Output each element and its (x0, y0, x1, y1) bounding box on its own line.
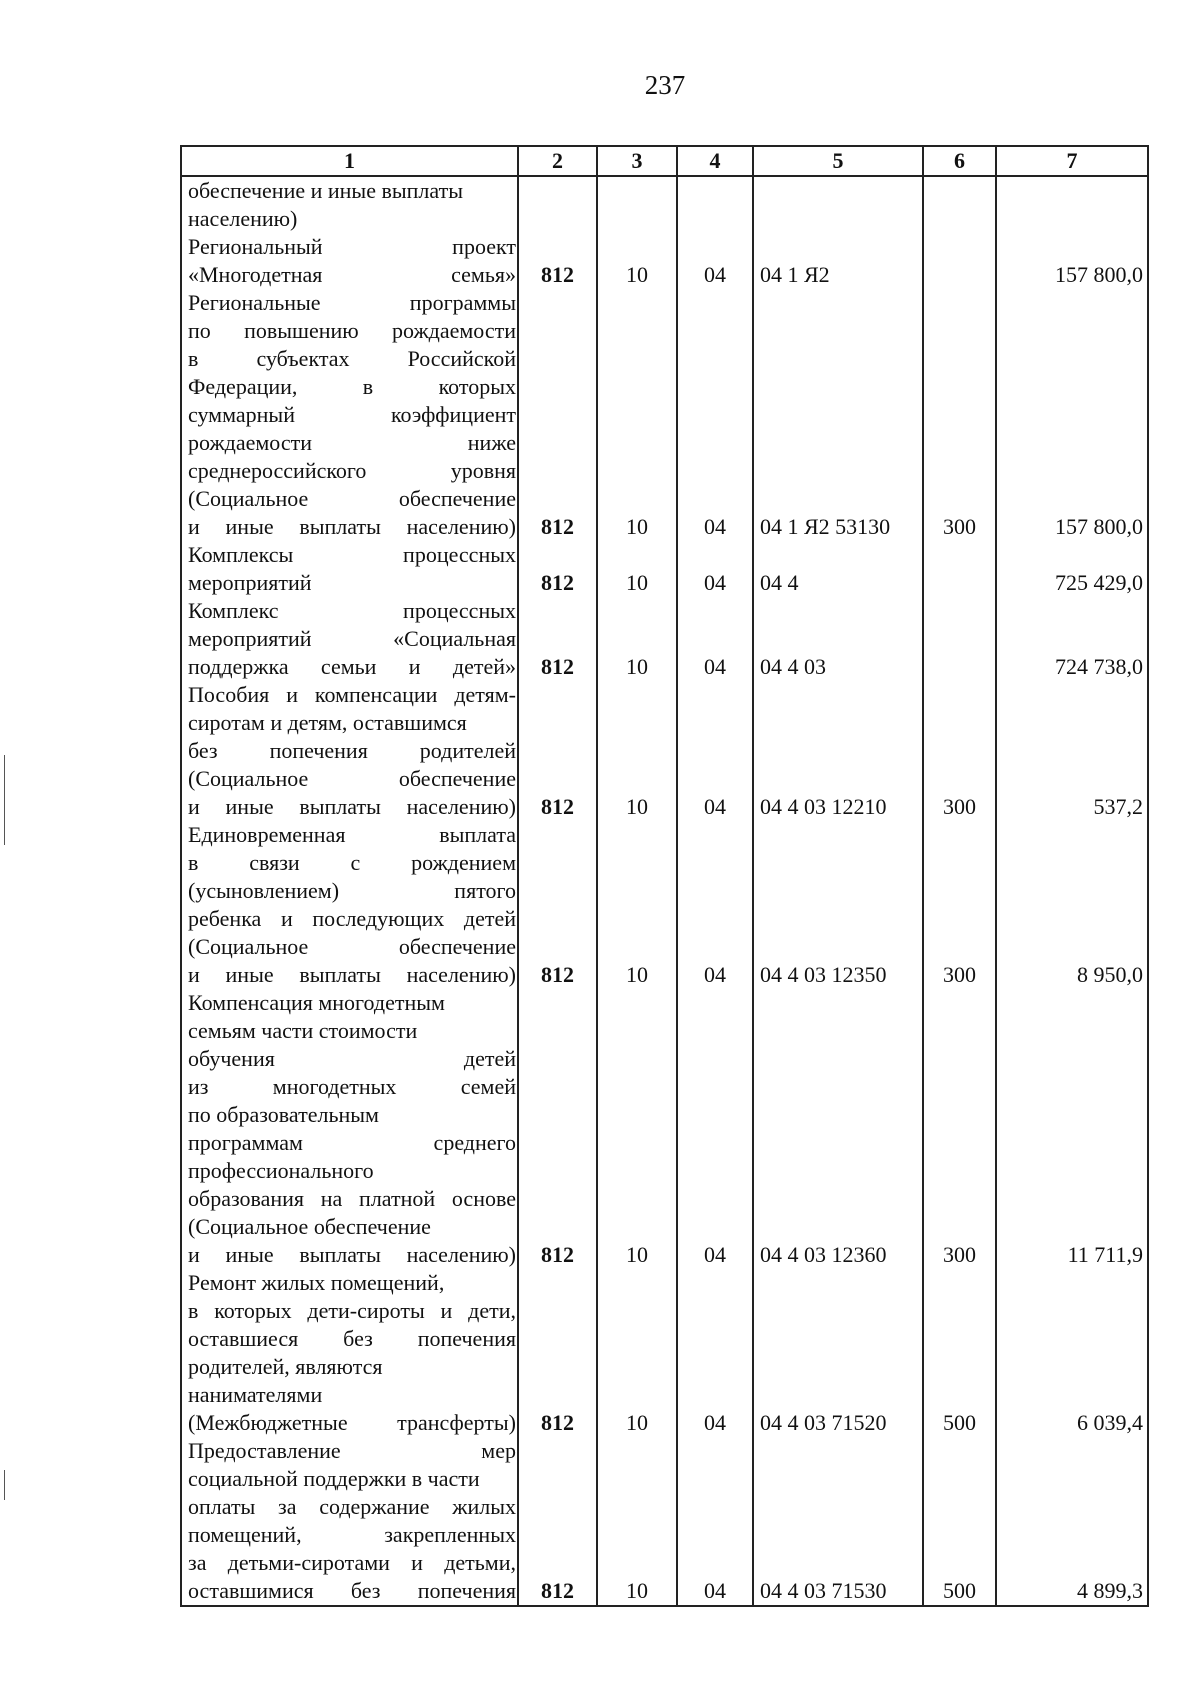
scan-margin-line (4, 1470, 5, 1500)
cell-value: 10 (626, 514, 648, 539)
table-row (182, 541, 1147, 597)
row-description (182, 177, 517, 233)
cell-value: 04 1 Я2 53130 (760, 514, 891, 539)
description-line: мероприятий (188, 570, 312, 595)
description-line: в которых дети-сироты и дети, (188, 1298, 516, 1323)
cell-target-article (752, 597, 922, 681)
cell-subsection (676, 233, 752, 289)
description-line: Региональные программы (188, 290, 516, 315)
cell-value: 11 711,9 (1067, 1242, 1143, 1267)
cell-value: 10 (626, 1242, 648, 1267)
cell-expense-type (922, 821, 995, 989)
cell-subsection (676, 177, 752, 233)
cell-target-article (752, 1437, 922, 1605)
cell-value: 812 (541, 262, 574, 287)
cell-value: 04 (704, 1242, 726, 1267)
description-line: профессионального (188, 1158, 374, 1183)
cell-value: 812 (541, 570, 574, 595)
table-row (182, 1437, 1147, 1605)
cell-value: 04 (704, 570, 726, 595)
cell-subsection (676, 989, 752, 1269)
budget-table (180, 145, 1149, 1607)
row-description (182, 681, 517, 821)
cell-value: 10 (626, 962, 648, 987)
cell-value: 04 (704, 794, 726, 819)
cell-value: 725 429,0 (1055, 570, 1143, 595)
cell-section (596, 233, 676, 289)
description-line: среднероссийского уровня (188, 458, 516, 483)
cell-gov-code (517, 233, 596, 289)
cell-value: 4 899,3 (1077, 1578, 1143, 1603)
cell-value: 04 1 Я2 (760, 262, 830, 287)
cell-amount (995, 177, 1147, 233)
cell-value: 6 039,4 (1077, 1410, 1143, 1435)
description-line: и иные выплаты населению) (188, 514, 516, 539)
description-line: «Многодетная семья» (188, 262, 516, 287)
col-header-5: 5 (752, 147, 922, 175)
cell-subsection (676, 597, 752, 681)
cell-expense-type (922, 681, 995, 821)
cell-value: 04 4 (760, 570, 799, 595)
cell-value: 812 (541, 654, 574, 679)
description-line: Комплекс процессных (188, 598, 516, 623)
cell-amount (995, 681, 1147, 821)
scan-margin-line (4, 755, 5, 845)
table-row (182, 233, 1147, 289)
page-number: 237 (644, 70, 686, 100)
col-header-3: 3 (596, 147, 676, 175)
cell-target-article (752, 289, 922, 541)
description-line: сиротам и детям, оставшимся (188, 710, 467, 735)
table-row (182, 821, 1147, 989)
description-line: и иные выплаты населению) (188, 962, 516, 987)
cell-expense-type (922, 597, 995, 681)
description-line: по образовательным (188, 1102, 379, 1127)
cell-value: 04 4 03 71520 (760, 1410, 887, 1435)
cell-section (596, 1437, 676, 1605)
description-line: по повышению рождаемости (188, 318, 516, 343)
table-row (182, 681, 1147, 821)
cell-value: 300 (943, 794, 976, 819)
cell-value: 724 738,0 (1055, 654, 1143, 679)
description-line: оставшимися без попечения (188, 1578, 516, 1603)
description-line: оставшиеся без попечения (188, 1326, 516, 1351)
cell-section (596, 681, 676, 821)
description-line: Федерации, в которых (188, 374, 516, 399)
cell-value: 10 (626, 262, 648, 287)
description-line: Предоставление мер (188, 1438, 516, 1463)
cell-value: 04 4 03 12210 (760, 794, 887, 819)
cell-value: 8 950,0 (1077, 962, 1143, 987)
cell-amount (995, 989, 1147, 1269)
cell-target-article (752, 681, 922, 821)
row-description (182, 541, 517, 597)
cell-section (596, 1269, 676, 1437)
cell-target-article (752, 821, 922, 989)
description-line: обеспечение и иные выплаты (188, 178, 463, 203)
description-line: социальной поддержки в части (188, 1466, 480, 1491)
cell-section (596, 989, 676, 1269)
table-row (182, 989, 1147, 1269)
cell-value: 10 (626, 1578, 648, 1603)
description-line: суммарный коэффициент (188, 402, 516, 427)
cell-section (596, 541, 676, 597)
cell-value: 04 (704, 514, 726, 539)
description-line: программам среднего (188, 1130, 516, 1155)
description-line: (Социальное обеспечение (188, 934, 516, 959)
cell-value: 04 (704, 654, 726, 679)
description-line: ребенка и последующих детей (188, 906, 516, 931)
cell-value: 812 (541, 1578, 574, 1603)
description-line: в связи с рождением (188, 850, 516, 875)
cell-expense-type (922, 541, 995, 597)
cell-expense-type (922, 1437, 995, 1605)
cell-gov-code (517, 177, 596, 233)
cell-value: 300 (943, 962, 976, 987)
cell-amount (995, 1269, 1147, 1437)
cell-gov-code (517, 289, 596, 541)
description-line: (усыновлением) пятого (188, 878, 516, 903)
description-line: образования на платной основе (188, 1186, 516, 1211)
description-line: населению) (188, 206, 298, 231)
cell-subsection (676, 1437, 752, 1605)
description-line: Пособия и компенсации детям- (188, 682, 516, 707)
cell-amount (995, 821, 1147, 989)
cell-target-article (752, 233, 922, 289)
cell-expense-type (922, 289, 995, 541)
cell-gov-code (517, 681, 596, 821)
table-row (182, 177, 1147, 233)
description-line: Региональный проект (188, 234, 516, 259)
description-line: обучения детей (188, 1046, 516, 1071)
description-line: из многодетных семей (188, 1074, 516, 1099)
cell-value: 04 4 03 (760, 654, 826, 679)
description-line: (Социальное обеспечение (188, 486, 516, 511)
cell-amount (995, 541, 1147, 597)
cell-gov-code (517, 541, 596, 597)
description-line: родителей, являются (188, 1354, 383, 1379)
row-description (182, 989, 517, 1269)
cell-target-article (752, 177, 922, 233)
cell-section (596, 289, 676, 541)
description-line: за детьми-сиротами и детьми, (188, 1550, 516, 1575)
cell-subsection (676, 541, 752, 597)
cell-value: 04 4 03 12350 (760, 962, 887, 987)
description-line: Ремонт жилых помещений, (188, 1270, 445, 1295)
table-row (182, 597, 1147, 681)
description-line: и иные выплаты населению) (188, 794, 516, 819)
description-line: рождаемости ниже (188, 430, 516, 455)
cell-value: 812 (541, 1242, 574, 1267)
cell-value: 812 (541, 1410, 574, 1435)
cell-section (596, 821, 676, 989)
description-line: Единовременная выплата (188, 822, 516, 847)
cell-gov-code (517, 597, 596, 681)
cell-section (596, 177, 676, 233)
cell-section (596, 597, 676, 681)
row-description (182, 597, 517, 681)
description-line: поддержка семьи и детей» (188, 654, 516, 679)
cell-target-article (752, 541, 922, 597)
description-line: нанимателями (188, 1382, 323, 1407)
cell-value: 812 (541, 962, 574, 987)
cell-value: 812 (541, 794, 574, 819)
cell-value: 04 (704, 962, 726, 987)
cell-amount (995, 1437, 1147, 1605)
cell-expense-type (922, 1269, 995, 1437)
description-line: без попечения родителей (188, 738, 516, 763)
description-line: в субъектах Российской (188, 346, 516, 371)
cell-value: 157 800,0 (1055, 262, 1143, 287)
col-header-1: 1 (344, 148, 355, 173)
cell-value: 04 (704, 262, 726, 287)
table-header-row (182, 147, 1147, 177)
cell-value: 04 (704, 1410, 726, 1435)
cell-expense-type (922, 989, 995, 1269)
row-description (182, 1437, 517, 1605)
cell-gov-code (517, 1269, 596, 1437)
col-header-6: 6 (922, 147, 995, 175)
cell-amount (995, 233, 1147, 289)
cell-gov-code (517, 821, 596, 989)
description-line: (Межбюджетные трансферты) (188, 1410, 516, 1435)
cell-value: 04 (704, 1578, 726, 1603)
cell-value: 10 (626, 654, 648, 679)
col-header-2: 2 (517, 147, 596, 175)
cell-value: 300 (943, 514, 976, 539)
cell-subsection (676, 1269, 752, 1437)
cell-value: 537,2 (1093, 794, 1143, 819)
description-line: (Социальное обеспечение (188, 766, 516, 791)
description-line: (Социальное обеспечение (188, 1214, 431, 1239)
description-line: оплаты за содержание жилых (188, 1494, 516, 1519)
row-description (182, 821, 517, 989)
cell-amount (995, 597, 1147, 681)
description-line: семьям части стоимости (188, 1018, 418, 1043)
cell-target-article (752, 1269, 922, 1437)
cell-value: 10 (626, 570, 648, 595)
cell-gov-code (517, 1437, 596, 1605)
cell-target-article (752, 989, 922, 1269)
cell-amount (995, 289, 1147, 541)
cell-expense-type (922, 233, 995, 289)
row-description (182, 1269, 517, 1437)
cell-gov-code (517, 989, 596, 1269)
table-row (182, 289, 1147, 541)
description-line: Комплексы процессных (188, 542, 516, 567)
cell-value: 500 (943, 1410, 976, 1435)
cell-subsection (676, 289, 752, 541)
cell-value: 10 (626, 794, 648, 819)
row-description (182, 233, 517, 289)
description-line: Компенсация многодетным (188, 990, 445, 1015)
cell-expense-type (922, 177, 995, 233)
col-header-7: 7 (995, 147, 1147, 175)
description-line: помещений, закрепленных (188, 1522, 516, 1547)
cell-value: 04 4 03 12360 (760, 1242, 887, 1267)
cell-value: 500 (943, 1578, 976, 1603)
cell-subsection (676, 821, 752, 989)
cell-value: 300 (943, 1242, 976, 1267)
row-description (182, 289, 517, 541)
cell-value: 04 4 03 71530 (760, 1578, 887, 1603)
cell-value: 157 800,0 (1055, 514, 1143, 539)
table-row (182, 1269, 1147, 1437)
table-body (182, 177, 1147, 1605)
description-line: мероприятий «Социальная (188, 626, 516, 651)
description-line: и иные выплаты населению) (188, 1242, 516, 1267)
col-header-4: 4 (676, 147, 752, 175)
cell-value: 812 (541, 514, 574, 539)
cell-subsection (676, 681, 752, 821)
cell-value: 10 (626, 1410, 648, 1435)
